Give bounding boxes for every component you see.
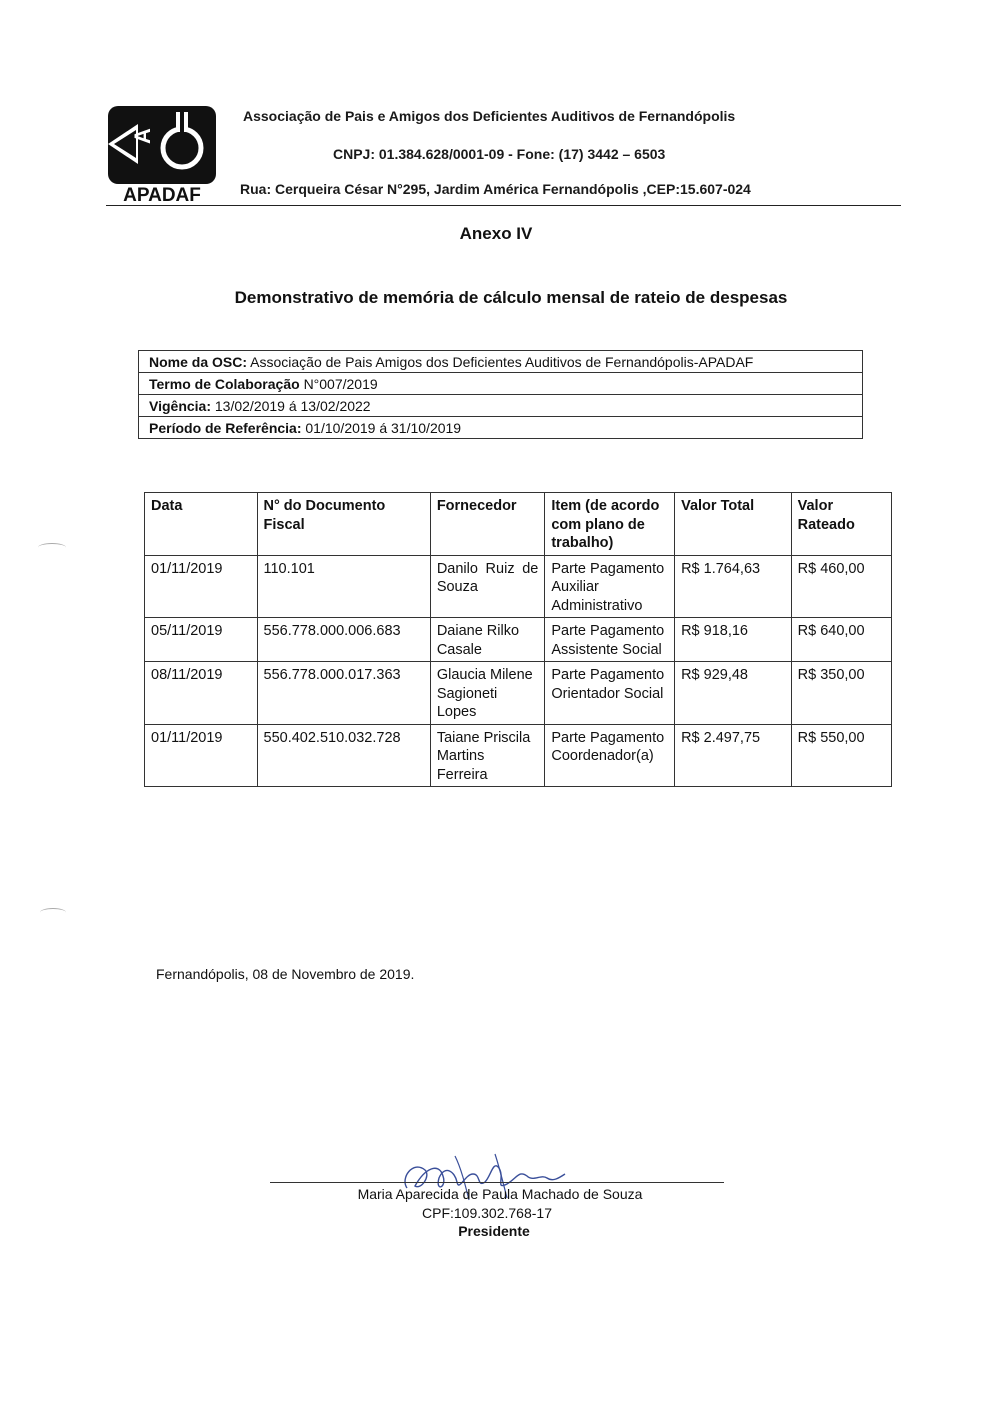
cell-valor-total: R$ 918,16 bbox=[675, 618, 792, 662]
scan-mark bbox=[40, 908, 66, 917]
org-name: Associação de Pais e Amigos dos Deficientes Auditivos de Fernandópolis bbox=[243, 108, 736, 124]
annex-title: Anexo IV bbox=[459, 224, 533, 243]
col-header-valor-rateado: Valor Rateado bbox=[791, 493, 891, 556]
table-row bbox=[145, 662, 892, 725]
termo-value: N°007/2019 bbox=[303, 376, 378, 392]
signatory-cpf-text: CPF:109.302.768-17 bbox=[422, 1205, 552, 1221]
col-header-fornecedor: Fornecedor bbox=[430, 493, 545, 556]
col-header-data: Data bbox=[145, 493, 258, 556]
cell-fornecedor: Glaucia Milene Sagioneti Lopes bbox=[430, 662, 545, 725]
cell-valor-total: R$ 2.497,75 bbox=[675, 724, 792, 787]
termo-label: Termo de Colaboração bbox=[149, 376, 300, 392]
cell-data: 08/11/2019 bbox=[145, 662, 258, 725]
col-header-item: Item (de acordo com plano de trabalho) bbox=[545, 493, 675, 556]
logo-letter: A bbox=[130, 128, 155, 144]
expense-table bbox=[144, 492, 892, 787]
info-row-periodo bbox=[139, 417, 862, 438]
cell-valor-total: R$ 1.764,63 bbox=[675, 555, 792, 618]
table-header-row bbox=[145, 493, 892, 556]
document-title: Demonstrativo de memória de cálculo mensal de rateio de despesas bbox=[234, 288, 788, 307]
info-box bbox=[138, 350, 863, 439]
cell-item: Parte Pagamento Coordenador(a) bbox=[545, 724, 675, 787]
logo-text: APADAF bbox=[123, 185, 201, 204]
header-divider bbox=[106, 205, 901, 206]
cell-fornecedor: Taiane Priscila Martins Ferreira bbox=[430, 724, 545, 787]
table-row bbox=[145, 724, 892, 787]
org-address: Rua: Cerqueira César N°295, Jardim América Fernandópolis ,CEP:15.607-024 bbox=[240, 181, 751, 197]
signatory-name-text: Maria Aparecida de Paula Machado de Souza bbox=[357, 1186, 643, 1202]
signatory-cpf bbox=[0, 1205, 992, 1221]
cell-item: Parte Pagamento Assistente Social bbox=[545, 618, 675, 662]
cell-fornecedor: Danilo Ruiz de Souza bbox=[430, 555, 545, 618]
cell-doc: 556.778.000.017.363 bbox=[257, 662, 430, 725]
cell-valor-rateado: R$ 350,00 bbox=[791, 662, 891, 725]
scan-mark bbox=[38, 543, 66, 552]
cell-fornecedor: Daiane Rilko Casale bbox=[430, 618, 545, 662]
cell-data: 05/11/2019 bbox=[145, 618, 258, 662]
cell-doc: 110.101 bbox=[257, 555, 430, 618]
col-header-doc: N° do Documento Fiscal bbox=[257, 493, 430, 556]
cell-valor-rateado: R$ 640,00 bbox=[791, 618, 891, 662]
place-date: Fernandópolis, 08 de Novembro de 2019. bbox=[156, 966, 415, 982]
signatory-name bbox=[0, 1186, 992, 1202]
table-row bbox=[145, 618, 892, 662]
osc-value: Associação de Pais Amigos dos Deficientes Auditivos de Fernandópolis-APADAF bbox=[250, 354, 754, 370]
info-row-osc bbox=[139, 351, 862, 373]
periodo-label: Período de Referência: bbox=[149, 420, 302, 436]
vigencia-value: 13/02/2019 á 13/02/2022 bbox=[214, 398, 371, 414]
info-row-termo bbox=[139, 373, 862, 395]
signature-line bbox=[270, 1182, 724, 1183]
cell-data: 01/11/2019 bbox=[145, 555, 258, 618]
vigencia-label: Vigência: bbox=[149, 398, 211, 414]
info-row-vigencia bbox=[139, 395, 862, 417]
signatory-role-text: Presidente bbox=[458, 1223, 530, 1239]
cell-doc: 556.778.000.006.683 bbox=[257, 618, 430, 662]
cell-item: Parte Pagamento Auxiliar Administrativo bbox=[545, 555, 675, 618]
org-cnpj-phone: CNPJ: 01.384.628/0001-09 - Fone: (17) 3442 – 6503 bbox=[333, 146, 666, 162]
apadaf-logo bbox=[104, 104, 220, 204]
signatory-role bbox=[0, 1223, 992, 1239]
cell-valor-rateado: R$ 550,00 bbox=[791, 724, 891, 787]
table-row bbox=[145, 555, 892, 618]
col-header-valor-total: Valor Total bbox=[675, 493, 792, 556]
periodo-value: 01/10/2019 á 31/10/2019 bbox=[305, 420, 462, 436]
osc-label: Nome da OSC: bbox=[149, 354, 248, 370]
cell-data: 01/11/2019 bbox=[145, 724, 258, 787]
cell-item: Parte Pagamento Orientador Social bbox=[545, 662, 675, 725]
cell-valor-rateado: R$ 460,00 bbox=[791, 555, 891, 618]
cell-valor-total: R$ 929,48 bbox=[675, 662, 792, 725]
cell-doc: 550.402.510.032.728 bbox=[257, 724, 430, 787]
